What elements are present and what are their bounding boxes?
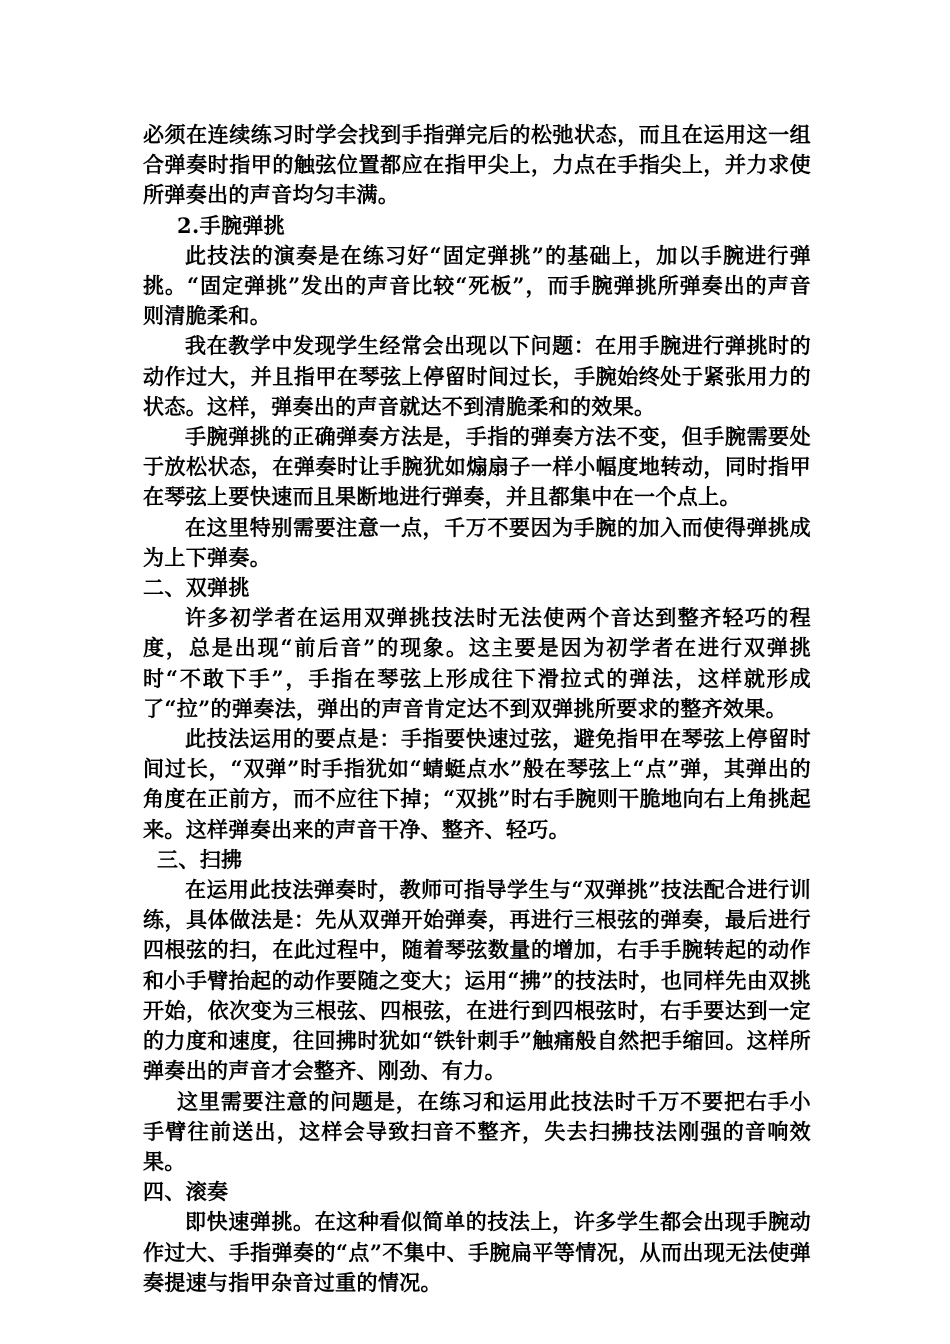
paragraph: 此技法的演奏是在练习好“固定弹挑”的基础上，加以手腕进行弹挑。“固定弹挑”发出的声音比较“死板”，而手腕弹挑所弹奏出的声音则清脆柔和。: [143, 242, 811, 329]
section-heading-tremolo: 四、滚奏: [143, 1179, 229, 1205]
paragraph: 这里需要注意的问题是，在练习和运用此技法时千万不要把右手小手臂往前送出，这样会导致扫音不整齐，失去扫拂技法刚强的音响效果。: [143, 1088, 811, 1174]
paragraph: 我在教学中发现学生经常会出现以下问题：在用手腕进行弹挑时的动作过大，并且指甲在琴弦上停留时间过长，手腕始终处于紧张用力的状态。这样，弹奏出的声音就达不到清脆柔和的效果。: [143, 333, 811, 419]
paragraph: 在这里特别需要注意一点，千万不要因为手腕的加入而使得弹挑成为上下弹奏。: [143, 514, 811, 570]
document-body: [143, 120, 811, 1298]
section-heading-wrist-pluck: 2.手腕弹挑: [177, 212, 286, 238]
paragraph: 许多初学者在运用双弹挑技法时无法使两个音达到整齐轻巧的程度，总是出现“前后音”的现象。这主要是因为初学者在进行双弹挑时“不敢下手”，手指在琴弦上形成往下滑拉式的弹法，这样就形成了“拉”的弹奏法，弹出的声音肯定达不到双弹挑所要求的整齐效果。: [143, 605, 811, 721]
paragraph: 在运用此技法弹奏时，教师可指导学生与“双弹挑”技法配合进行训练，具体做法是：先从双弹开始弹奏，再进行三根弦的弹奏，最后进行四根弦的扫，在此过程中，随着琴弦数量的增加，右手手腕转起的动作和小手臂抬起的动作要随之变大；运用“拂”的技法时，也同样先由双挑开始，依次变为三根弦、四根弦，在进行到四根弦时，右手要达到一定的力度和速度，往回拂时犹如“铁针刺手”触痛般自然把手缩回。这样所弹奏出的声音才会整齐、刚劲、有力。: [143, 877, 811, 1084]
section-heading-double-pluck: 二、双弹挑: [143, 575, 250, 601]
paragraph-continuation: 必须在连续练习时学会找到手指弹完后的松弛状态，而且在运用这一组合弹奏时指甲的触弦位置都应在指甲尖上，力点在手指尖上，并力求使所弹奏出的声音均匀丰满。: [143, 122, 811, 208]
paragraph: 手腕弹挑的正确弹奏方法是，手指的弹奏方法不变，但手腕需要处于放松状态，在弹奏时让手腕犹如煽扇子一样小幅度地转动，同时指甲在琴弦上要快速而且果断地进行弹奏，并且都集中在一个点上。: [143, 424, 811, 510]
paragraph: 此技法运用的要点是：手指要快速过弦，避免指甲在琴弦上停留时间过长，“双弹”时手指犹如“蜻蜓点水”般在琴弦上“点”弹，其弹出的角度在正前方，而不应往下掉；“双挑”时右手腕则干脆地向右上角挑起来。这样弹奏出来的声音干净、整齐、轻巧。: [143, 726, 811, 842]
section-heading-sweep: 三、扫拂: [157, 846, 243, 872]
paragraph: 即快速弹挑。在这种看似简单的技法上，许多学生都会出现手腕动作过大、手指弹奏的“点”不集中、手腕扁平等情况，从而出现无法使弹奏提速与指甲杂音过重的情况。: [143, 1209, 811, 1295]
